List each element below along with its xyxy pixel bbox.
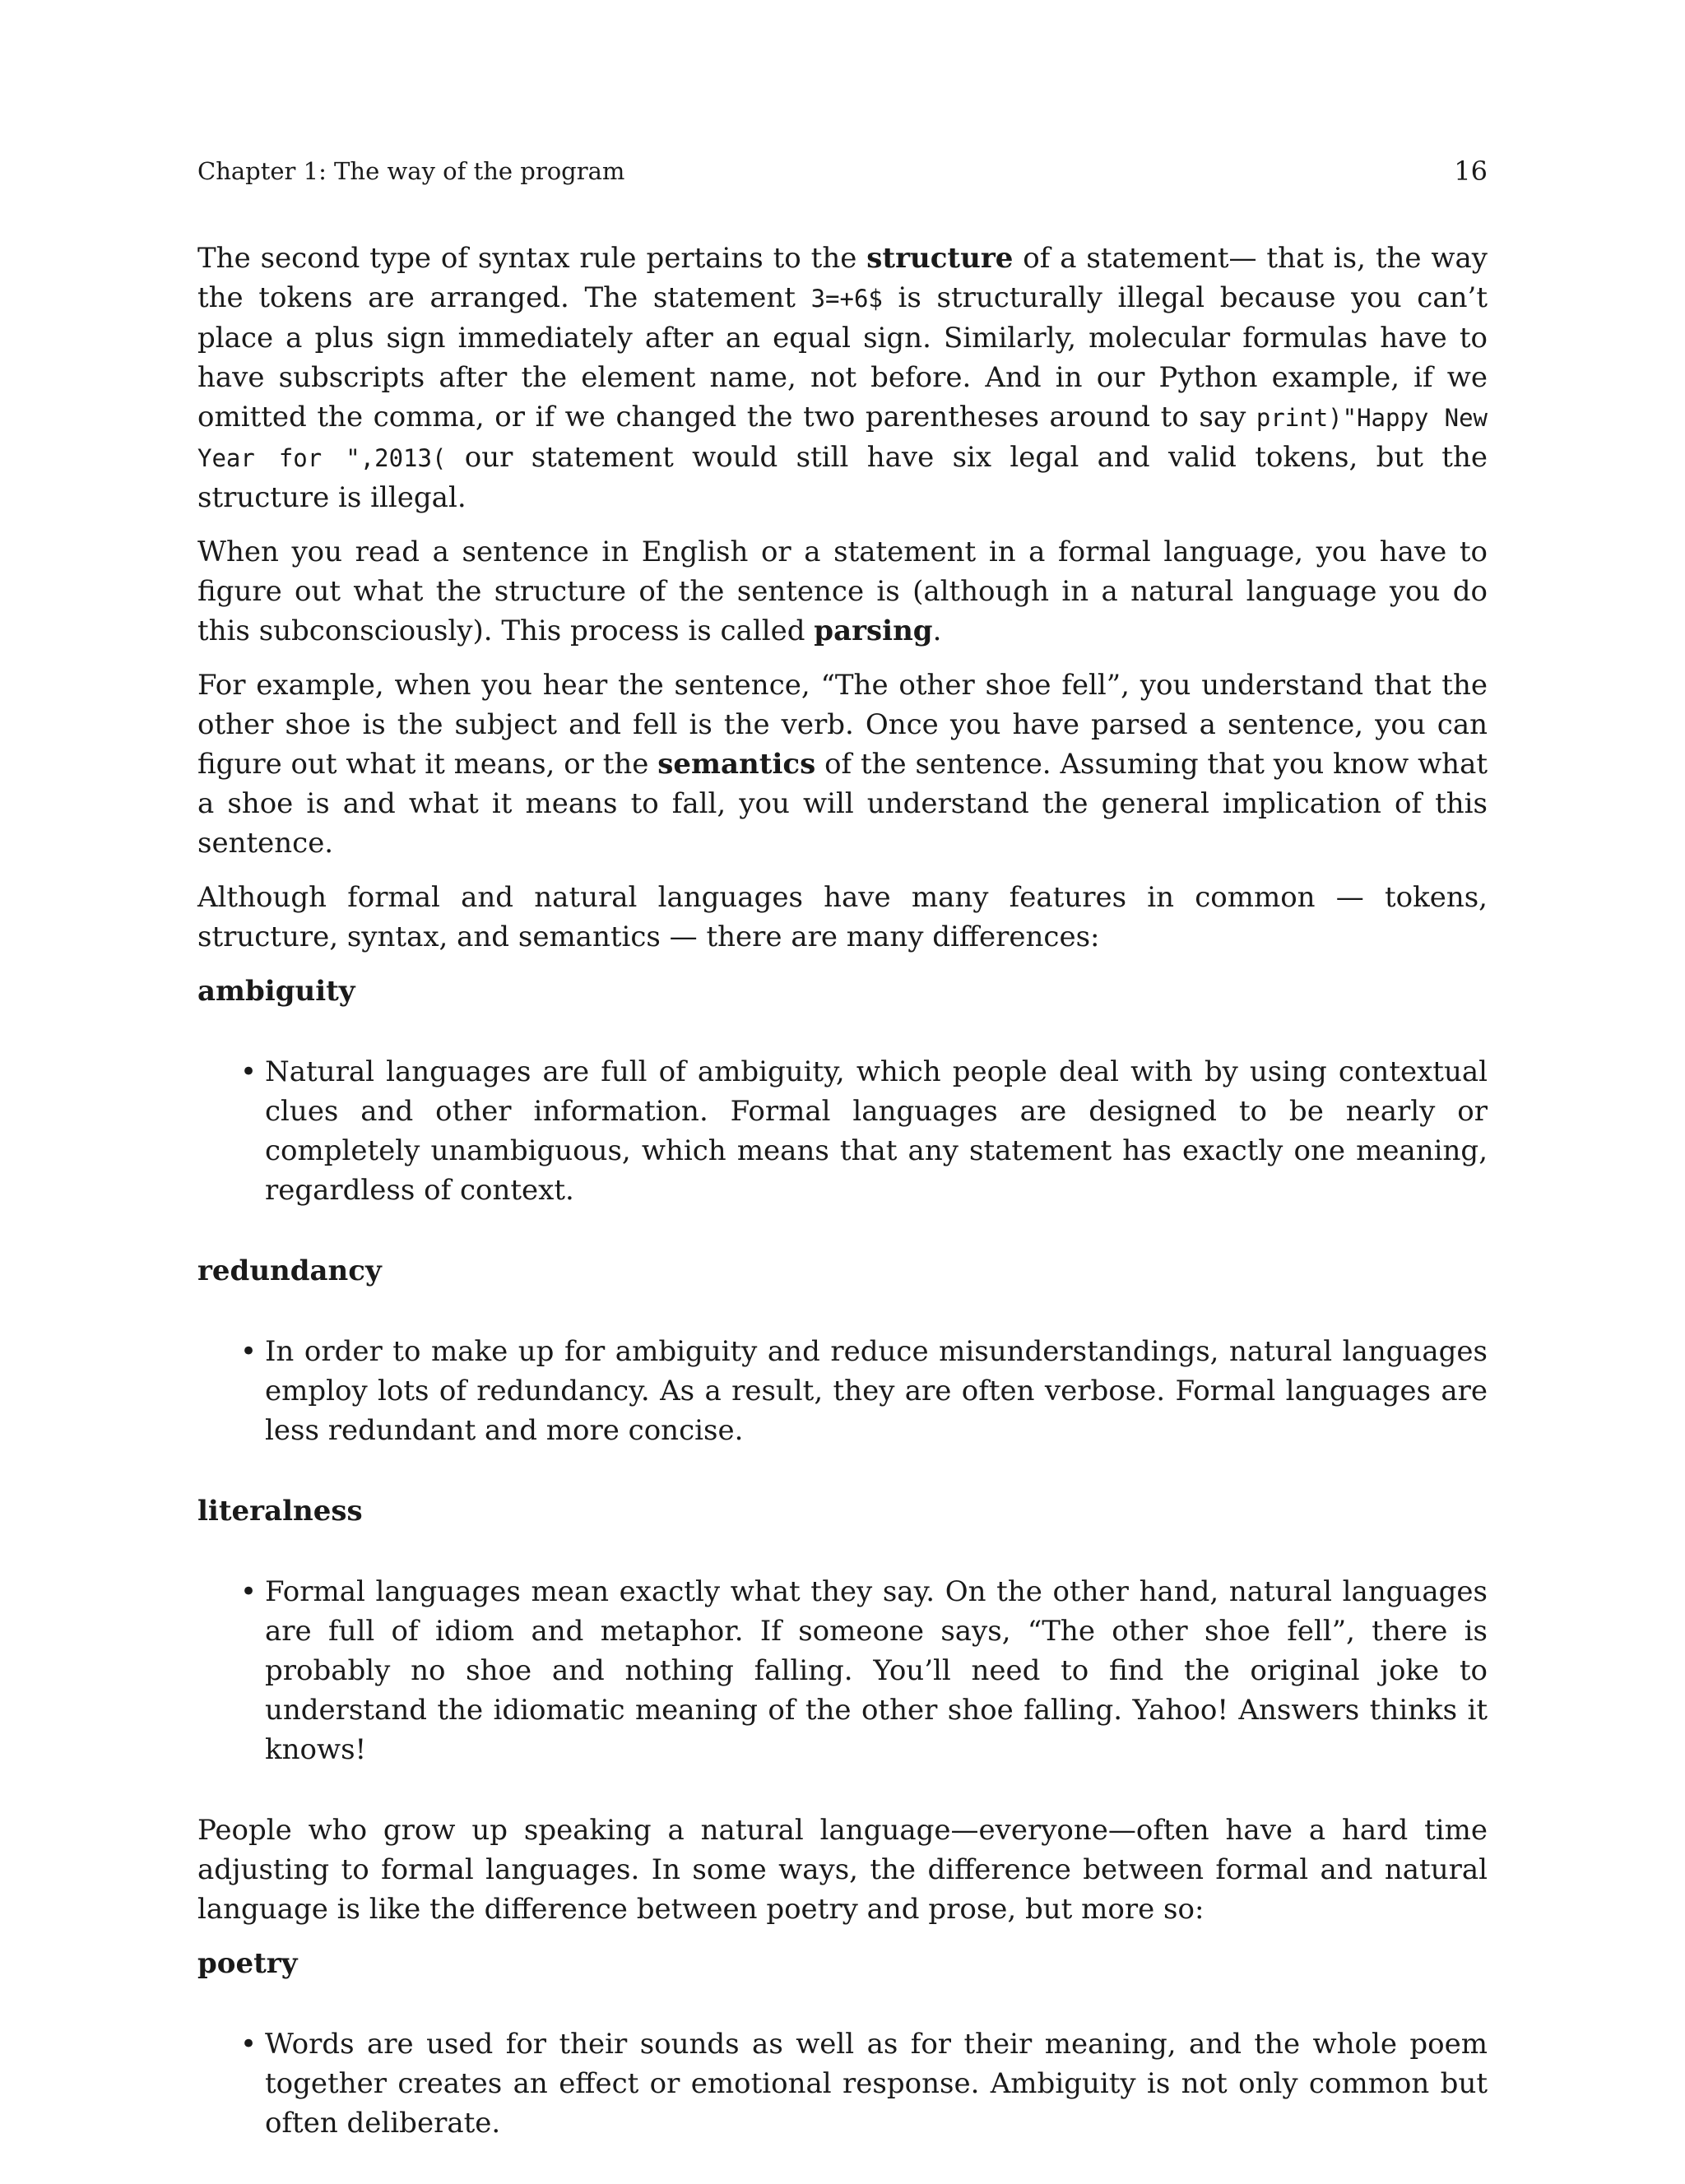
bullet-icon: • [240, 1335, 258, 1368]
inline-code: 3=+6$ [810, 285, 883, 313]
list-item [240, 1572, 1488, 1769]
definition-term: poetry [197, 1947, 298, 1980]
paragraph-semantics [197, 665, 1488, 863]
text-run: When you read a sentence in English or a statement in a formal language, you have to figure out what the structure of the sentence is (although in a natural language you do this subconsciously). This process is called [197, 536, 1488, 647]
chapter-title: Chapter 1: The way of the program [197, 157, 625, 185]
inline-code: print)"Happy New Year for ",2013( [197, 404, 1488, 472]
paragraph-differences: Although formal and natural languages have many features in common — tokens, structure, syntax, and semantics — there are many differences: [197, 881, 1488, 953]
bold-term: parsing [814, 614, 933, 647]
paragraph-structure [197, 239, 1488, 517]
text-run: of a statement— that is, the way the tokens are arranged. The statement [197, 242, 1488, 314]
definition-list [197, 1332, 1488, 1450]
list-item [240, 1052, 1488, 1210]
text-run: For example, when you hear the sentence, “The other shoe fell”, you understand that the other shoe is the subject and fell is the verb. Once you have parsed a sentence, you can figure out what it means, or the [197, 669, 1488, 781]
list-item-text: Natural languages are full of ambiguity, which people deal with by using contextual clues and other information. Formal languages are designed to be nearly or completely unambiguous, which means that any statement has exactly one meaning, regardless of context. [265, 1055, 1488, 1207]
running-header [197, 155, 1488, 188]
definition-list [197, 1572, 1488, 1769]
definition-list [197, 2024, 1488, 2143]
text-run: . [932, 614, 942, 647]
bullet-icon: • [240, 2028, 258, 2061]
body-text [197, 239, 1488, 2184]
definition-term: redundancy [197, 1254, 382, 1287]
list-item-text: Formal languages mean exactly what they say. On the other hand, natural languages are full of idiom and metaphor. If someone says, “The other shoe fell”, there is probably no shoe and nothing falling. You’ll need to find the original joke to understand the idiomatic meaning of the other shoe falling. Yahoo! Answers thinks it knows! [265, 1575, 1488, 1766]
bullet-icon: • [240, 1055, 258, 1088]
page-number: 16 [1454, 155, 1488, 187]
text-run: The second type of syntax rule pertains to the [197, 242, 867, 275]
bold-term: structure [866, 242, 1014, 275]
bold-term: semantics [657, 748, 816, 781]
text-run: is structurally illegal because you can’t place a plus sign immediately after an equal sign. Similarly, molecular formulas have to have subscripts after the element name, not before. And in our Python example, if we omitted the comma, or if we changed the two parentheses around to say [197, 281, 1488, 434]
definition-term: literalness [197, 1495, 363, 1528]
definition-list [197, 1052, 1488, 1210]
list-item-text: In order to make up for ambiguity and reduce misunderstandings, natural languages employ lots of redundancy. As a result, they are often verbose. Formal languages are less redundant and more concise. [265, 1335, 1488, 1447]
list-item [240, 1332, 1488, 1450]
bullet-icon: • [240, 1575, 258, 1608]
paragraph-parsing [197, 532, 1488, 651]
list-item-text: Words are used for their sounds as well as for their meaning, and the whole poem together creates an effect or emotional response. Ambiguity is not only common but often deliberate. [265, 2028, 1488, 2140]
list-item [240, 2024, 1488, 2143]
text-run: our statement would still have six legal and valid tokens, but the structure is illegal. [197, 441, 1488, 514]
definition-term: ambiguity [197, 975, 355, 1008]
text-run: of the sentence. Assuming that you know what a shoe is and what it means to fall, you will understand the general implication of this sentence. [197, 748, 1488, 860]
paragraph-poetry-prose: People who grow up speaking a natural language—everyone—often have a hard time adjusting to formal languages. In some ways, the difference between formal and natural language is like the difference between poetry and prose, but more so: [197, 1814, 1488, 1926]
